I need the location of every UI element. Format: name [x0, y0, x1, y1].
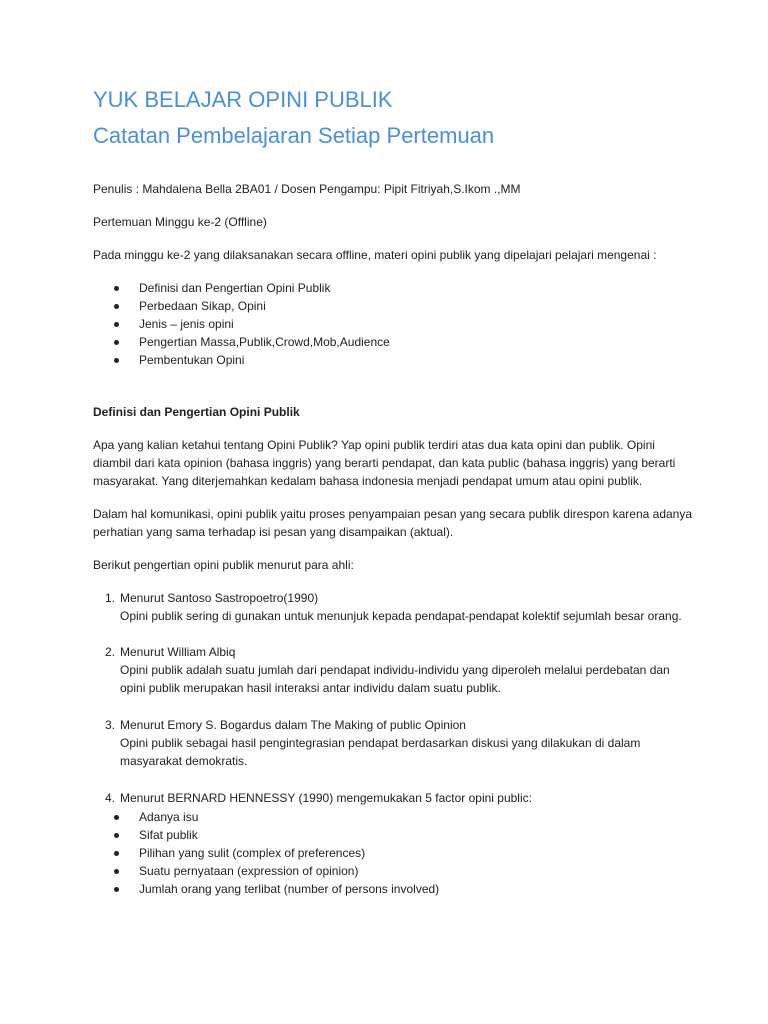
document-title: YUK BELAJAR OPINI PUBLIK — [93, 87, 393, 112]
bullet-icon — [114, 286, 119, 291]
list-item — [93, 862, 439, 880]
experts-intro: Berikut pengertian opini publik menurut para ahli: — [93, 558, 354, 572]
intro-text: Pada minggu ke-2 yang dilaksanakan secara offline, materi opini publik yang dipelajari pelajari mengenai : — [93, 248, 657, 262]
bullet-icon — [114, 358, 119, 363]
bullet-icon — [114, 869, 119, 874]
list-item — [93, 826, 439, 844]
factor-label: Adanya isu — [139, 810, 199, 824]
item-number: 1. — [104, 591, 115, 605]
expert-name: Menurut Emory S. Bogardus dalam The Making of public Opinion — [120, 718, 466, 732]
paragraph-line: masyarakat. Yang diterjemahkan kedalam bahasa indonesia menjadi pendapat umum atau opini publik. — [93, 474, 643, 488]
paragraph-communication — [93, 505, 693, 541]
list-item — [93, 844, 439, 862]
paragraph-line: Dalam hal komunikasi, opini publik yaitu proses penyampaian pesan yang secara publik direspon karena adanya — [93, 507, 693, 521]
paragraph-line: Apa yang kalian ketahui tentang Opini Publik? Yap opini publik terdiri atas dua kata opini dan publik. Opini — [93, 438, 655, 452]
factor-label: Suatu pernyataan (expression of opinion) — [139, 864, 359, 878]
author-line: Penulis : Mahdalena Bella 2BA01 / Dosen Pengampu: Pipit Fitriyah,S.Ikom .,MM — [93, 182, 521, 196]
bullet-icon — [114, 833, 119, 838]
expert-item — [93, 643, 683, 697]
bullet-icon — [114, 887, 119, 892]
document-subtitle: Catatan Pembelajaran Setiap Pertemuan — [93, 123, 495, 148]
list-item — [93, 279, 390, 297]
topic-label: Definisi dan Pengertian Opini Publik — [139, 281, 331, 295]
list-item — [93, 880, 439, 898]
factor-label: Sifat publik — [139, 828, 198, 842]
paragraph-line: diambil dari kata opinion (bahasa inggris) yang berarti pendapat, dan kata public (bahasa inggris) yang berarti — [93, 456, 676, 470]
expert-name: Menurut Santoso Sastropoetro(1990) — [120, 591, 319, 605]
bullet-icon — [114, 322, 119, 327]
expert-item — [93, 589, 683, 625]
topic-label: Pembentukan Opini — [139, 353, 245, 367]
bullet-icon — [114, 815, 119, 820]
expert-item — [93, 789, 683, 807]
factor-label: Pilihan yang sulit (complex of preferences) — [139, 846, 366, 860]
list-item — [93, 333, 390, 351]
expert-name: Menurut BERNARD HENNESSY (1990) mengemukakan 5 factor opini public: — [120, 791, 532, 805]
paragraph-definition — [93, 436, 683, 490]
list-item — [93, 351, 390, 369]
section-heading: Definisi dan Pengertian Opini Publik — [93, 405, 300, 419]
expert-definition: opini publik merupakan hasil interaksi antar individu dalam suatu publik. — [120, 681, 501, 695]
factor-list — [93, 808, 439, 898]
list-item — [93, 808, 439, 826]
topic-label: Pengertian Massa,Publik,Crowd,Mob,Audience — [139, 335, 390, 349]
topic-label: Jenis – jenis opini — [139, 317, 234, 331]
list-item — [93, 297, 390, 315]
factor-label: Jumlah orang yang terlibat (number of persons involved) — [139, 882, 440, 896]
meeting-line: Pertemuan Minggu ke-2 (Offline) — [93, 215, 267, 229]
item-number: 2. — [104, 645, 115, 659]
bullet-icon — [114, 304, 119, 309]
expert-item — [93, 716, 683, 770]
bullet-icon — [114, 340, 119, 345]
bullet-icon — [114, 851, 119, 856]
expert-name: Menurut William Albiq — [120, 645, 236, 659]
expert-definition: masyarakat demokratis. — [120, 754, 248, 768]
topic-label: Perbedaan Sikap, Opini — [139, 299, 266, 313]
paragraph-line: perhatian yang sama terhadap isi pesan yang disampaikan (aktual). — [93, 525, 454, 539]
expert-definition: Opini publik sering di gunakan untuk menunjuk kepada pendapat-pendapat kolektif sejumlah besar orang. — [120, 609, 682, 623]
expert-definition: Opini publik adalah suatu jumlah dari pendapat individu-individu yang diperoleh melalui perdebatan dan — [120, 663, 670, 677]
topic-list — [93, 279, 390, 369]
item-number: 3. — [104, 718, 115, 732]
item-number: 4. — [104, 791, 115, 805]
expert-definition: Opini publik sebagai hasil pengintegrasian pendapat berdasarkan diskusi yang dilakukan di dalam — [120, 736, 641, 750]
list-item — [93, 315, 390, 333]
